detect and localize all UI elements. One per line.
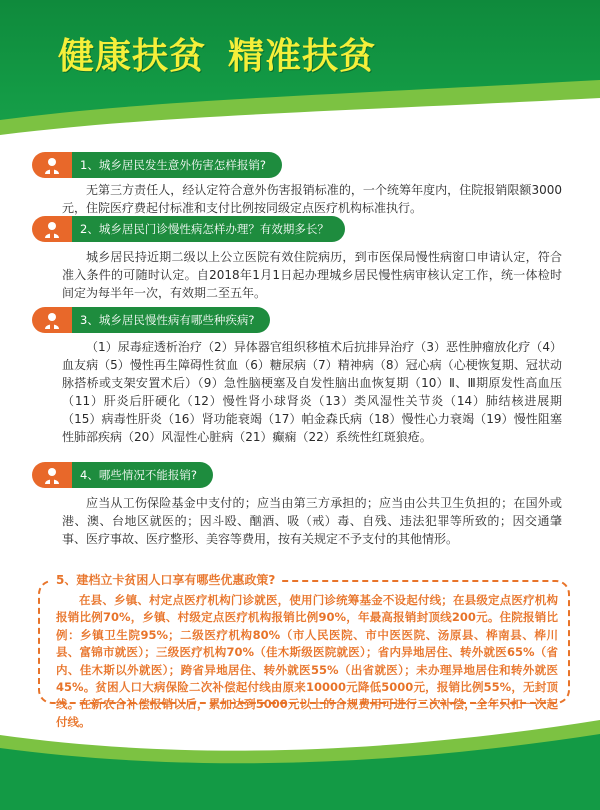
section-1-text: 无第三方责任人，经认定符合意外伤害报销标准的，一个统筹年度内，住院报销限额3000元，住院医疗费起付标准和支付比例按同级定点医疗机构标准执行。	[62, 183, 562, 215]
doctor-icon	[32, 152, 72, 178]
section-4-title: 4、哪些情况不能报销?	[72, 462, 213, 488]
section-3-title: 3、城乡居民慢性病有哪些种疾病?	[72, 307, 270, 333]
policy-box-text: 在县、乡镇、村定点医疗机构门诊就医，使用门诊统筹基金不设起付线；在县级定点医疗机构报销比例70%，乡镇、村级定点医疗机构报销比例90%，年最高报销封顶线200元。住院报销比例：乡镇卫生院95%；二级医疗机构80%（市人民医院、市中医医院、汤原县、桦南县、桦川县、富锦市就医）；三级医疗机构70%（佳木斯级医院就医）；省内异地居住、转外就医65%（省内、佳木斯以外就医）；跨省异地居住、转外就医55%（出省就医）；未办理异地居住和转外就医45%。贫困人口大病保险二次补偿起付线由原来10000元降低5000元，报销比例55%，无封顶线。在新农合补偿报销以后，累加达到5000元以上的合规费用可进行二次补偿，全年只扣一次起付线。	[56, 593, 558, 729]
section-2-title: 2、城乡居民门诊慢性病怎样办理？有效期多长？	[72, 216, 345, 242]
doctor-icon	[32, 307, 72, 333]
section-2-heading	[32, 216, 345, 242]
section-4-heading	[32, 462, 213, 488]
section-1-title: 1、城乡居民发生意外伤害怎样报销?	[72, 152, 282, 178]
page-title: 健康扶贫 精准扶贫	[58, 36, 377, 77]
section-3-heading	[32, 307, 270, 333]
section-1-heading	[32, 152, 282, 178]
section-2-text: 城乡居民持近期二级以上公立医院有效住院病历，到市医保局慢性病窗口申请认定，符合准入条件的可随时认定。自2018年1月1日起办理城乡居民慢性病审核认定工作，统一体检时间定为每半年一次，有效期二至五年。	[62, 250, 562, 300]
footer-wave-decoration	[0, 700, 600, 810]
doctor-icon	[32, 462, 72, 488]
policy-box-title: 5、建档立卡贫困人口享有哪些优惠政策?	[50, 571, 281, 588]
doctor-icon	[32, 216, 72, 242]
section-4-text: 应当从工伤保险基金中支付的；应当由第三方承担的；应当由公共卫生负担的；在国外或港、澳、台地区就医的；因斗殴、酗酒、吸（戒）毒、自残、违法犯罪等所致的；因交通肇事、医疗事故、医疗整形、美容等费用，按有关规定不予支付的其他情形。	[62, 496, 562, 546]
section-3-text: （1）尿毒症透析治疗（2）异体器官组织移植术后抗排异治疗（3）恶性肿瘤放化疗（4）血友病（5）慢性再生障碍性贫血（6）糖尿病（7）精神病（8）冠心病（心梗恢复期、冠状动脉搭桥或支架安置术后）（9）急性脑梗塞及自发性脑出血恢复期（10）Ⅱ、Ⅲ期原发性高血压（11）肝炎后肝硬化（12）慢性肾小球肾炎（13）类风湿性关节炎（14）肺结核进展期（15）病毒性肝炎（16）肾功能衰竭（17）帕金森氏病（18）慢性心力衰竭（19）慢性阻塞性肺部疾病（20）风湿性心脏病（21）癫痫（22）系统性红斑狼疮。	[62, 340, 562, 444]
